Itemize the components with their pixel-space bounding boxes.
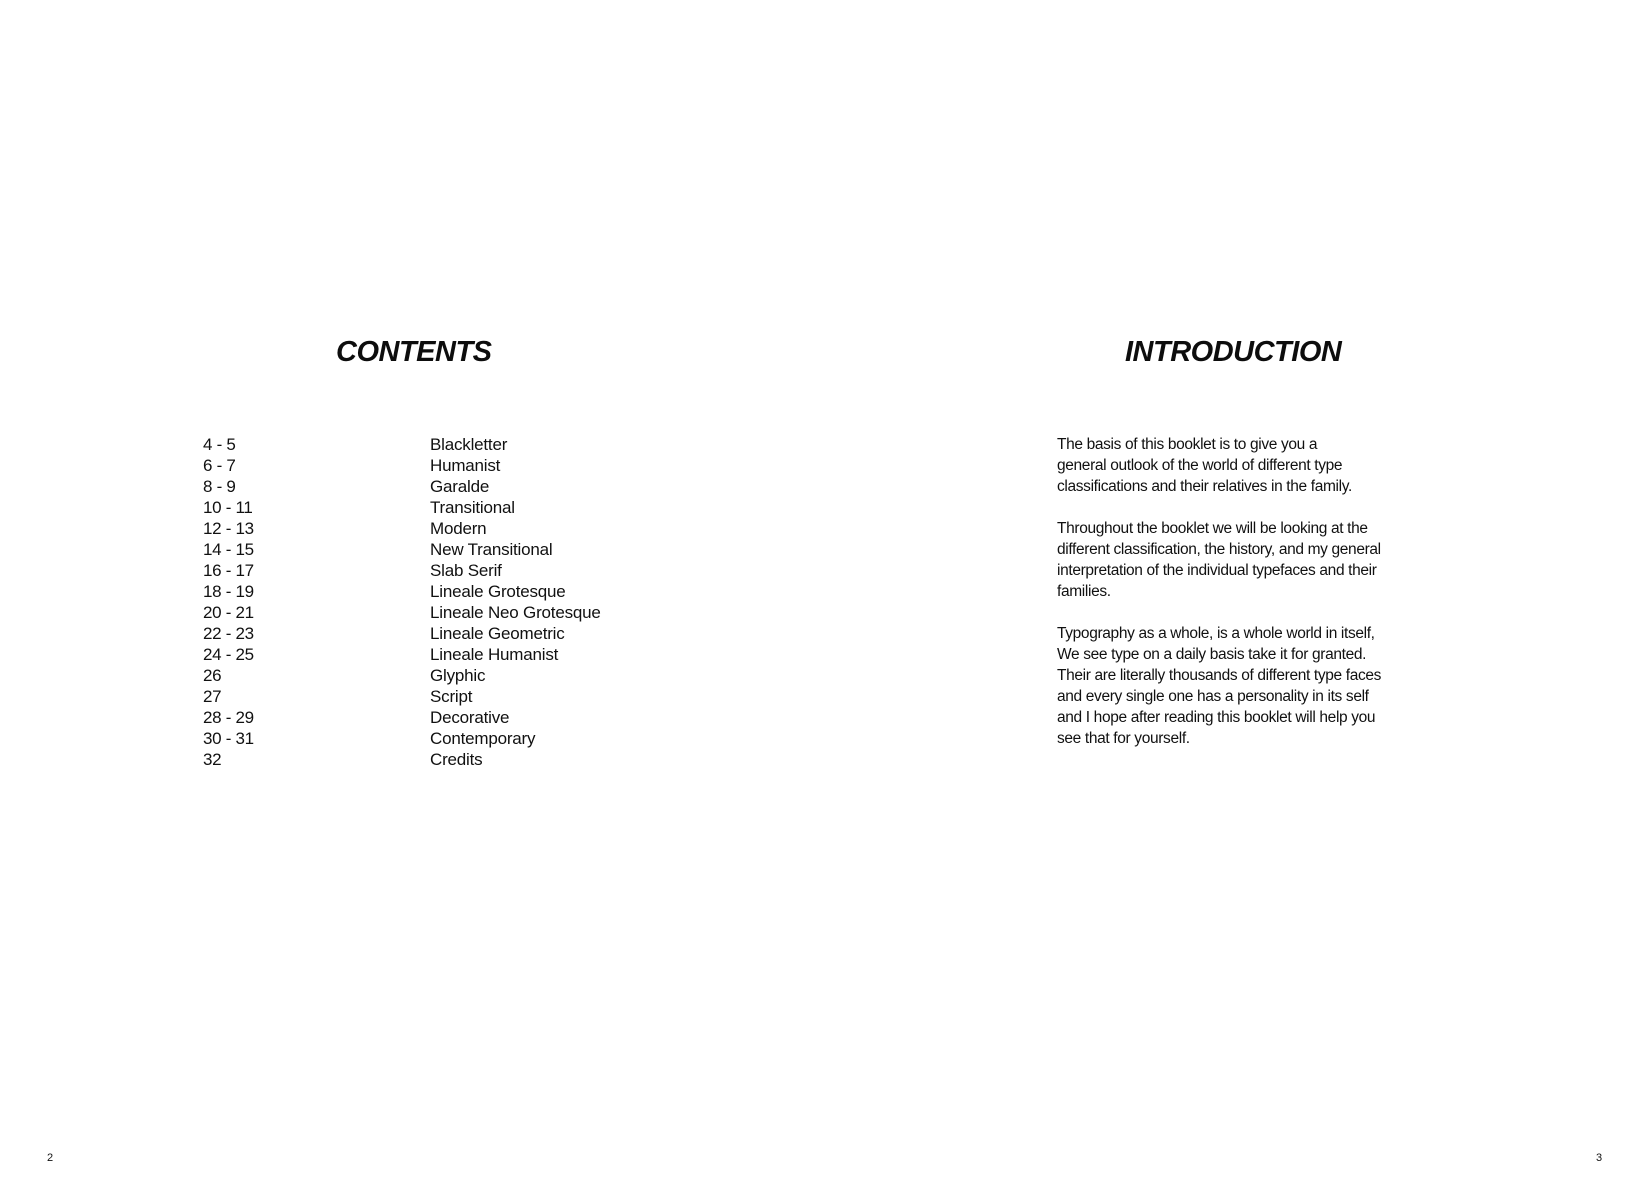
contents-entry-pages: 26 <box>203 666 222 685</box>
contents-heading: CONTENTS <box>336 336 492 368</box>
contents-entry <box>203 455 723 476</box>
contents-entry <box>203 581 723 602</box>
page-number-left: 2 <box>47 1152 54 1164</box>
contents-entry-title: Script <box>430 687 473 706</box>
contents-entry-title: Blackletter <box>430 435 508 454</box>
contents-entry-title: Lineale Neo Grotesque <box>430 603 601 622</box>
contents-entry-pages: 6 - 7 <box>203 456 236 475</box>
contents-entry <box>203 707 723 728</box>
contents-entry <box>203 497 723 518</box>
contents-entry-pages: 20 - 21 <box>203 603 254 622</box>
intro-line: classifications and their relatives in the family. <box>1057 478 1352 495</box>
contents-entry-pages: 32 <box>203 750 222 769</box>
contents-entry-title: Lineale Geometric <box>430 624 565 643</box>
contents-entry-pages: 8 - 9 <box>203 477 236 496</box>
contents-entry <box>203 434 723 455</box>
intro-line: and I hope after reading this booklet will help you <box>1057 709 1376 726</box>
contents-entry-title: Lineale Humanist <box>430 645 559 664</box>
intro-line: families. <box>1057 583 1111 600</box>
contents-entry-title: Transitional <box>430 498 515 517</box>
contents-entry-pages: 24 - 25 <box>203 645 254 664</box>
contents-entry-title: Lineale Grotesque <box>430 582 566 601</box>
intro-line: Throughout the booklet we will be looking at the <box>1057 520 1368 537</box>
page-number-right: 3 <box>1596 1152 1603 1164</box>
intro-line: different classification, the history, and my general <box>1057 541 1381 558</box>
contents-entry-pages: 14 - 15 <box>203 540 254 559</box>
contents-entry <box>203 539 723 560</box>
intro-line: general outlook of the world of different type <box>1057 457 1343 474</box>
contents-entry-title: Slab Serif <box>430 561 502 580</box>
intro-paragraph <box>1057 434 1417 497</box>
contents-entry-title: Glyphic <box>430 666 486 685</box>
contents-entry-title: Humanist <box>430 456 501 475</box>
intro-line: Their are literally thousands of different type faces <box>1057 667 1382 684</box>
contents-entry-title: Decorative <box>430 708 510 727</box>
contents-entry-pages: 16 - 17 <box>203 561 254 580</box>
contents-entry-pages: 18 - 19 <box>203 582 254 601</box>
contents-entry <box>203 623 723 644</box>
intro-line: The basis of this booklet is to give you a <box>1057 436 1318 453</box>
contents-entry-pages: 28 - 29 <box>203 708 254 727</box>
intro-line: Typography as a whole, is a whole world in itself, <box>1057 625 1375 642</box>
contents-entry <box>203 686 723 707</box>
intro-paragraph <box>1057 518 1417 602</box>
contents-entry-pages: 10 - 11 <box>203 498 253 517</box>
intro-paragraph <box>1057 623 1417 749</box>
intro-line: interpretation of the individual typefaces and their <box>1057 562 1377 579</box>
contents-entry-pages: 27 <box>203 687 222 706</box>
contents-entry-title: Contemporary <box>430 729 536 748</box>
contents-entry-pages: 12 - 13 <box>203 519 254 538</box>
contents-entry-title: Modern <box>430 519 487 538</box>
contents-entry-pages: 4 - 5 <box>203 435 236 454</box>
contents-entry-pages: 30 - 31 <box>203 729 254 748</box>
contents-entry-title: Garalde <box>430 477 490 496</box>
contents-entry-title: New Transitional <box>430 540 553 559</box>
contents-entry-title: Credits <box>430 750 483 769</box>
contents-entry <box>203 602 723 623</box>
contents-entry <box>203 728 723 749</box>
intro-line: We see type on a daily basis take it for granted. <box>1057 646 1367 663</box>
introduction-heading: INTRODUCTION <box>1125 336 1342 368</box>
introduction-body <box>1057 434 1417 770</box>
contents-entry <box>203 665 723 686</box>
contents-entry <box>203 644 723 665</box>
intro-line: and every single one has a personality in its self <box>1057 688 1369 705</box>
contents-entry <box>203 476 723 497</box>
intro-line: see that for yourself. <box>1057 730 1190 747</box>
contents-list <box>203 434 723 770</box>
right-page <box>815 0 1630 1181</box>
contents-entry <box>203 560 723 581</box>
contents-entry <box>203 518 723 539</box>
contents-entry <box>203 749 723 770</box>
contents-entry-pages: 22 - 23 <box>203 624 254 643</box>
